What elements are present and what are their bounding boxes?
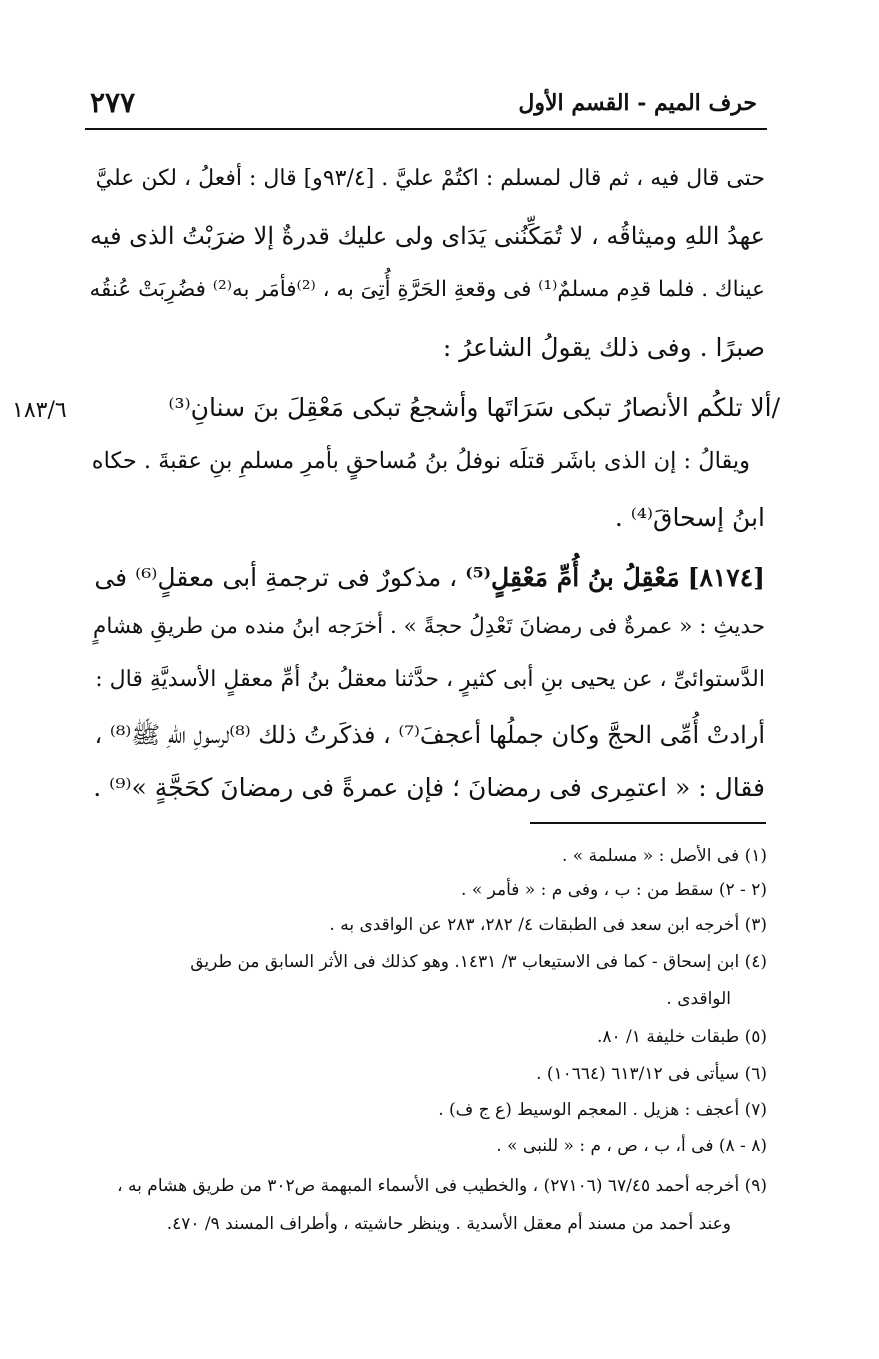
footnote: (٥) طبقات خليفة ١/ ٨٠. <box>596 1027 767 1047</box>
entry-heading-line <box>85 563 765 592</box>
text-line: عيناك . فلما قدِم مسلمٌ⁽¹⁾ فى وقعةِ الحَرَّةِ أُتِىَ به ، ⁽²⁾فأمَر به⁽²⁾ فضُرِبَتْ عُنقُه <box>89 277 765 302</box>
text-line: حتى قال فيه ، ثم قال لمسلم : اكتُمْ عليَّ . [٩٣/٤و] قال : أفعلُ ، لكن عليَّ <box>95 166 765 191</box>
footnote: (٩) أخرجه أحمد ٦٧/٤٥ (٢٧١٠٦) ، والخطيب فى الأسماء المبهمة ص٣٠٢ من طريق هشام به ، <box>117 1176 767 1196</box>
text-line: ويقالُ : إن الذى باشَر قتلَه نوفلُ بنُ مُساحقٍ بأمرِ مسلمِ بنِ عقبةَ . حكاه <box>91 448 750 474</box>
footnote-continuation: وعند أحمد من مسند أم معقل الأسدية . وينظر حاشيته ، وأطراف المسند ٩/ ٤٧٠. <box>166 1214 731 1234</box>
text-line: أرادتْ أُمِّى الحجَّ وكان جملُها أعجفَ⁽⁷⁾ ، فذكَرتُ ذلك ⁽⁸⁾لرسولِ اللهِ ﷺ⁽⁸⁾ ، <box>94 721 765 749</box>
text-line: صبرًا . وفى ذلك يقولُ الشاعرُ : <box>442 333 765 362</box>
footnote: (٢ - ٢) سقط من : ب ، وفى م : « فأمر » . <box>461 880 767 900</box>
text-line: فقال : « اعتمِرى فى رمضانَ ؛ فإن عمرةً فى رمضانَ كحَجَّةٍ »⁽⁹⁾ . <box>93 773 765 802</box>
text-line: الدَّستوائىِّ ، عن يحيى بنِ أبى كثيرٍ ، حدَّثنا معقلُ بنُ أمِّ معقلٍ الأسديَّةِ قال : <box>95 667 765 692</box>
page-number: ٢٧٧ <box>90 86 136 119</box>
footnote: (٤) ابن إسحاق - كما فى الاستيعاب ٣/ ١٤٣١. وهو كذلك فى الأثر السابق من طريق <box>190 952 767 972</box>
text-line: عهدُ اللهِ وميثاقُه ، لا تُمَكِّنُنى يَدَاى ولى عليك قدرةٌ إلا ضرَبْتُ الذى فيه <box>89 222 765 250</box>
running-head: حرف الميم - القسم الأول <box>518 90 757 116</box>
page-header <box>85 86 765 126</box>
verse-line: /ألا تلكُم الأنصارُ تبكى سَرَاتَها وأشجعُ تبكى مَعْقِلَ بنَ سنانِ⁽³⁾ <box>168 393 780 422</box>
entry-number: [٨١٧٤] <box>687 563 765 592</box>
margin-reference: ١٨٣/٦ <box>12 398 67 423</box>
footnote: (٣) أخرجه ابن سعد فى الطبقات ٤/ ٢٨٢، ٢٨٣ عن الواقدى به . <box>329 915 767 935</box>
entry-name: مَعْقِلُ بنُ أُمِّ مَعْقِلٍ⁽⁵⁾ <box>465 563 680 592</box>
entry-text: ، مذكورٌ فى ترجمةِ أبى معقلٍ⁽⁶⁾ فى <box>94 563 458 592</box>
text-line: ابنُ إسحاقَ⁽⁴⁾ . <box>614 503 765 532</box>
footnote: (١) فى الأصل : « مسلمة » . <box>561 846 767 866</box>
footnote-continuation: الواقدى . <box>666 989 731 1009</box>
text-line: حديثِ : « عمرةٌ فى رمضانَ تَعْدِلُ حجةً » . أخرَجه ابنُ منده من طريقِ هشامٍ <box>93 614 765 639</box>
footnote: (٦) سيأتى فى ٦١٣/١٢ (١٠٦٦٤) . <box>536 1064 767 1084</box>
footnote-rule <box>530 822 766 824</box>
footnote: (٧) أعجف : هزيل . المعجم الوسيط (ع ج ف) . <box>438 1100 767 1120</box>
header-rule <box>85 128 767 130</box>
footnote: (٨ - ٨) فى أ، ب ، ص ، م : « للنبى » . <box>496 1136 767 1156</box>
